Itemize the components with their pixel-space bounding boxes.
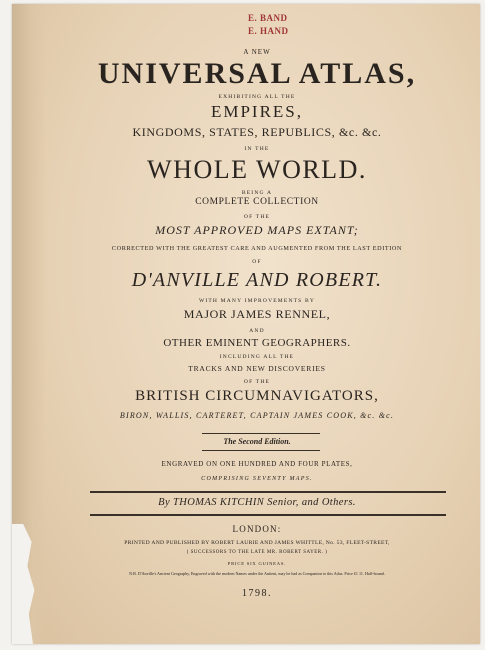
of-text: OF — [252, 259, 262, 265]
circumnavigators-heading: BRITISH CIRCUMNAVIGATORS, — [135, 388, 379, 404]
empires-heading: EMPIRES, — [210, 102, 304, 121]
with-many-text: WITH MANY IMPROVEMENTS BY — [198, 298, 316, 304]
author-rule-top — [90, 491, 446, 493]
author-rule-bottom — [90, 514, 446, 516]
edition-label: The Second Edition. — [223, 437, 291, 446]
and-text: AND — [249, 328, 265, 334]
anville-note: N.B. D'Anville's Ancient Geography, Engraved with the modern Names under the Antient, may be had as Companion to this Atlas. Price £1 11. Half-bound. — [129, 571, 385, 576]
successors-text: ( SUCCESSORS TO THE LATE MR. ROBERT SAYER. ) — [186, 550, 328, 555]
corrected-text: CORRECTED WITH THE GREATEST CARE AND AUGMENTED FROM THE LAST EDITION — [111, 245, 403, 252]
being-a-text: BEING A — [241, 190, 273, 196]
including-text: INCLUDING ALL THE — [219, 354, 295, 360]
of-the-text: OF THE — [243, 214, 271, 220]
of-the-2-text: OF THE — [243, 379, 271, 385]
library-stamp — [248, 12, 289, 38]
stamp-line-1: E. BAND — [248, 13, 288, 23]
price-text: PRICE SIX GUINEAS. — [227, 561, 287, 566]
kingdoms-line: KINGDOMS, STATES, REPUBLICS, &c. &c. — [132, 125, 382, 139]
london-text: LONDON: — [232, 524, 282, 534]
a-new-text: A NEW — [243, 48, 271, 56]
stamp-line-2: E. HAND — [248, 26, 289, 36]
in-the-text: IN THE — [244, 146, 270, 152]
comprising-text: COMPRISING SEVENTY MAPS. — [201, 476, 313, 482]
edition-rule-bottom — [202, 450, 320, 451]
author-line: By THOMAS KITCHIN Senior, and Others. — [158, 497, 356, 508]
exhibiting-text: EXHIBITING ALL THE — [218, 94, 296, 100]
printed-by-text: PRINTED AND PUBLISHED BY ROBERT LAURIE AND JAMES WHITTLE, No. 53, FLEET-STREET, — [124, 540, 390, 546]
complete-collection-text: COMPLETE COLLECTION — [195, 197, 319, 207]
engraved-text: ENGRAVED ON ONE HUNDRED AND FOUR PLATES, — [161, 460, 353, 468]
danville-robert-heading: D'ANVILLE AND ROBERT. — [131, 269, 383, 291]
navigator-names: BIRON, WALLIS, CARTERET, CAPTAIN JAMES COOK, &c. &c. — [119, 411, 395, 420]
other-geographers-text: OTHER EMINENT GEOGRAPHERS. — [163, 337, 351, 349]
most-approved-text: MOST APPROVED MAPS EXTANT; — [155, 223, 359, 237]
rennel-text: MAJOR JAMES RENNEL, — [183, 307, 331, 321]
title-page — [12, 4, 480, 644]
year-text: 1798. — [242, 588, 272, 599]
main-title: UNIVERSAL ATLAS, — [97, 57, 417, 90]
whole-world-heading: WHOLE WORLD. — [147, 155, 367, 184]
tracks-text: TRACKS AND NEW DISCOVERIES — [188, 364, 326, 373]
edition-rule-top — [202, 433, 320, 434]
